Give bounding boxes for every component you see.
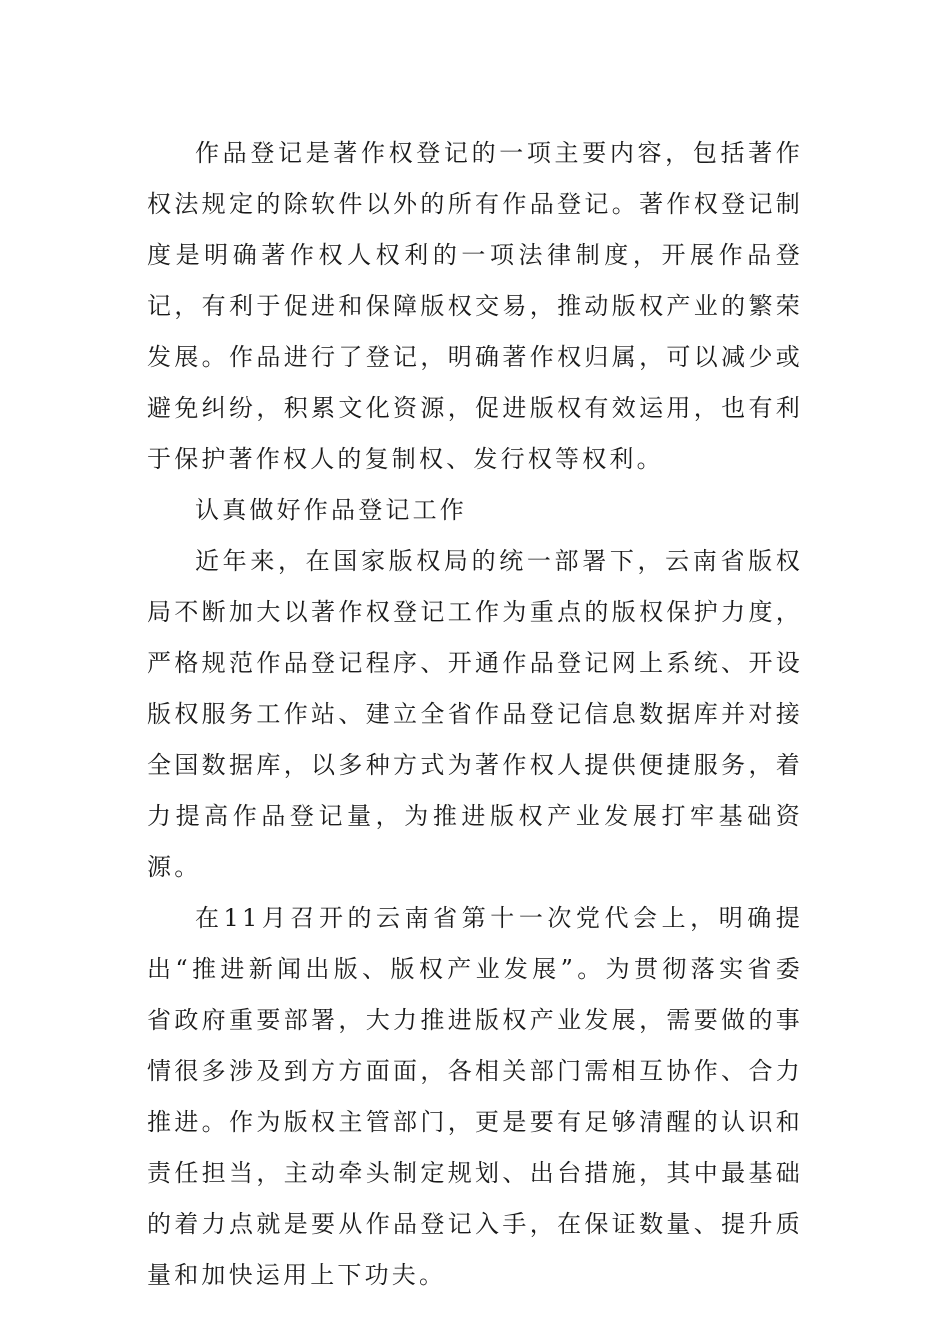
document-body bbox=[147, 128, 803, 1301]
section-heading: 认真做好作品登记工作 bbox=[195, 496, 467, 524]
paragraph-intro: 作品登记是著作权登记的一项主要内容，包括著作权法规定的除软件以外的所有作品登记。著作权登记制度是明确著作权人权利的一项法律制度，开展作品登记，有利于促进和保障版权交易，推动版权产业的繁荣发展。作品进行了登记，明确著作权归属，可以减少或避免纠纷，积累文化资源，促进版权有效运用，也有利于保护著作权人的复制权、发行权等权利。 bbox=[147, 139, 803, 473]
paragraph-party-congress: 在11月召开的云南省第十一次党代会上，明确提出“推进新闻出版、版权产业发展”。为贯彻落实省委省政府重要部署，大力推进版权产业发展，需要做的事情很多涉及到方方面面，各相关部门需相互协作、合力推进。作为版权主管部门，更是要有足够清醒的认识和责任担当，主动牵头制定规划、出台措施，其中最基础的着力点就是要从作品登记入手，在保证数量、提升质量和加快运用上下功夫。 bbox=[147, 904, 803, 1289]
paragraph-recent-years: 近年来，在国家版权局的统一部署下，云南省版权局不断加大以著作权登记工作为重点的版权保护力度，严格规范作品登记程序、开通作品登记网上系统、开设版权服务工作站、建立全省作品登记信息数据库并对接全国数据库，以多种方式为著作权人提供便捷服务，着力提高作品登记量，为推进版权产业发展打牢基础资源。 bbox=[147, 547, 803, 881]
